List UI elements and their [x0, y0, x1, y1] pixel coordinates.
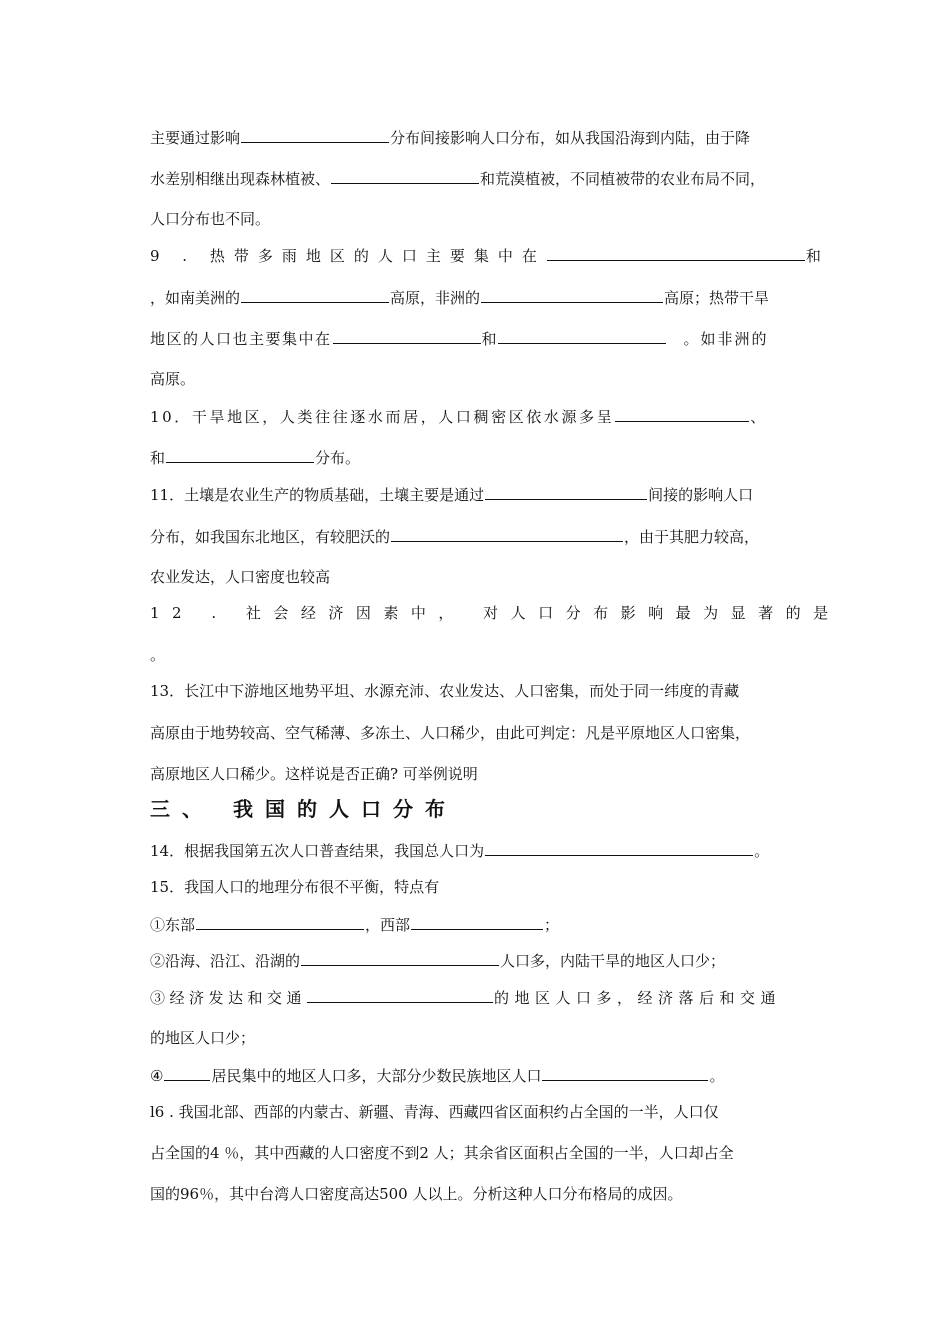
text: ②沿海、沿江、沿湖的 — [150, 952, 301, 970]
text: ，西部 — [365, 916, 411, 934]
text: 高原；热带干旱 — [664, 289, 770, 307]
question-11 — [150, 484, 753, 505]
section-heading — [150, 796, 457, 822]
question-9 — [150, 245, 821, 266]
text: 、 — [750, 408, 766, 426]
text: 。如非洲的 — [683, 330, 769, 348]
question-15 — [150, 877, 439, 897]
text-line-3 — [150, 209, 270, 229]
text: 和荒漠植被，不同植被带的农业布局不同， — [480, 170, 766, 188]
answer-blank[interactable] — [485, 484, 647, 500]
text-line-24 — [150, 1065, 724, 1086]
text-line-27 — [150, 1184, 683, 1204]
text-line-1 — [150, 127, 750, 148]
answer-blank[interactable] — [241, 127, 389, 143]
text: 高原地区人口稀少。这样说是否正确? 可举例说明 — [150, 765, 478, 783]
text: 和 — [150, 449, 166, 467]
heading-text: 三、 我国的人口分布 — [150, 797, 457, 821]
text: 14．根据我国第五次人口普查结果，我国总人口为 — [150, 842, 485, 860]
text: 分布。 — [315, 449, 361, 467]
text: 。 — [150, 646, 166, 664]
answer-blank[interactable] — [411, 914, 543, 930]
answer-blank[interactable] — [164, 1065, 210, 1081]
text: 人口多，内陆干旱的地区人口少； — [500, 952, 726, 970]
text: 国的96％，其中台湾人口密度高达500 人以上。分析这种人口分布格局的成因。 — [150, 1185, 683, 1203]
text-line-5 — [150, 287, 769, 308]
answer-blank[interactable] — [481, 287, 663, 303]
text: 10．干旱地区，人类往往逐水而居，人口稠密区依水源多呈 — [150, 408, 615, 426]
text: 人口分布也不同。 — [150, 210, 271, 228]
text: 分布，如我国东北地区，有较肥沃的 — [150, 528, 391, 546]
answer-blank[interactable] — [498, 328, 666, 344]
text: 。 — [709, 1067, 725, 1085]
text-line-22 — [150, 987, 781, 1008]
text: 。 — [754, 842, 770, 860]
answer-blank[interactable] — [301, 950, 499, 966]
text: 11．土壤是农业生产的物质基础，土壤主要是通过 — [150, 486, 485, 504]
answer-blank[interactable] — [391, 526, 623, 542]
text-line-7 — [150, 369, 195, 389]
text: 的地区人口多，经济落后和交通 — [494, 989, 782, 1007]
text: 分布间接影响人口分布，如从我国沿海到内陆，由于降 — [390, 129, 751, 147]
text: 间接的影响人口 — [648, 486, 754, 504]
text: 9 . 热带多雨地区的人口主要集中在 — [150, 247, 546, 265]
answer-blank[interactable] — [615, 406, 749, 422]
question-10 — [150, 406, 765, 427]
text-line-14 — [150, 645, 165, 665]
answer-blank[interactable] — [196, 914, 364, 930]
text-line-11 — [150, 526, 759, 547]
text: l6 . 我国北部、西部的内蒙古、新疆、青海、西藏四省区面积约占全国的一半，人口仅 — [150, 1103, 719, 1121]
answer-blank[interactable] — [241, 287, 389, 303]
text: 的地区人口少； — [150, 1029, 256, 1047]
text-line-17 — [150, 764, 478, 784]
answer-blank[interactable] — [166, 447, 314, 463]
text: ①东部 — [150, 916, 196, 934]
text: 农业发达，人口密度也较高 — [150, 568, 331, 586]
text: ； — [544, 916, 560, 934]
text: ，如南美洲的 — [150, 289, 241, 307]
text-line-16 — [150, 723, 750, 743]
text: 高原，非洲的 — [390, 289, 481, 307]
text: ④ — [150, 1067, 164, 1085]
text-line-2 — [150, 168, 765, 189]
text: 和 — [805, 247, 821, 265]
answer-blank[interactable] — [307, 987, 493, 1003]
text-line-6 — [150, 328, 769, 349]
text: 12 . 社会经济因素中， 对人口分布影响最为显著的是 — [150, 604, 841, 622]
answer-blank[interactable] — [333, 328, 481, 344]
text: 地区的人口也主要集中在 — [150, 330, 332, 348]
question-13 — [150, 681, 739, 701]
text-line-23 — [150, 1028, 255, 1048]
answer-blank[interactable] — [485, 840, 753, 856]
text-line-9 — [150, 447, 360, 468]
text: 主要通过影响 — [150, 129, 241, 147]
text: 高原由于地势较高、空气稀薄、多冻土、人口稀少，由此可判定：凡是平原地区人口密集， — [150, 724, 751, 742]
text-line-12 — [150, 567, 330, 587]
answer-blank[interactable] — [331, 168, 479, 184]
text: 15．我国人口的地理分布很不平衡，特点有 — [150, 878, 440, 896]
text-line-20 — [150, 914, 559, 935]
text: 和 — [481, 330, 497, 348]
question-14 — [150, 840, 769, 861]
text: ③经济发达和交通 — [150, 989, 307, 1007]
text-line-21 — [150, 950, 725, 971]
answer-blank[interactable] — [542, 1065, 708, 1081]
answer-blank[interactable] — [547, 245, 805, 261]
text: 13．长江中下游地区地势平坦、水源充沛、农业发达、人口密集，而处于同一纬度的青藏 — [150, 682, 740, 700]
text: 高原。 — [150, 370, 196, 388]
text: 居民集中的地区人口多，大部分少数民族地区人口 — [211, 1067, 542, 1085]
text: 占全国的4 ％，其中西藏的人口密度不到2 人；其余省区面积占全国的一半，人口却占全 — [150, 1144, 734, 1162]
question-16 — [150, 1102, 719, 1122]
text-line-26 — [150, 1143, 734, 1163]
question-12 — [150, 603, 841, 623]
text: 水差别相继出现森林植被、 — [150, 170, 331, 188]
text: ，由于其肥力较高， — [624, 528, 760, 546]
